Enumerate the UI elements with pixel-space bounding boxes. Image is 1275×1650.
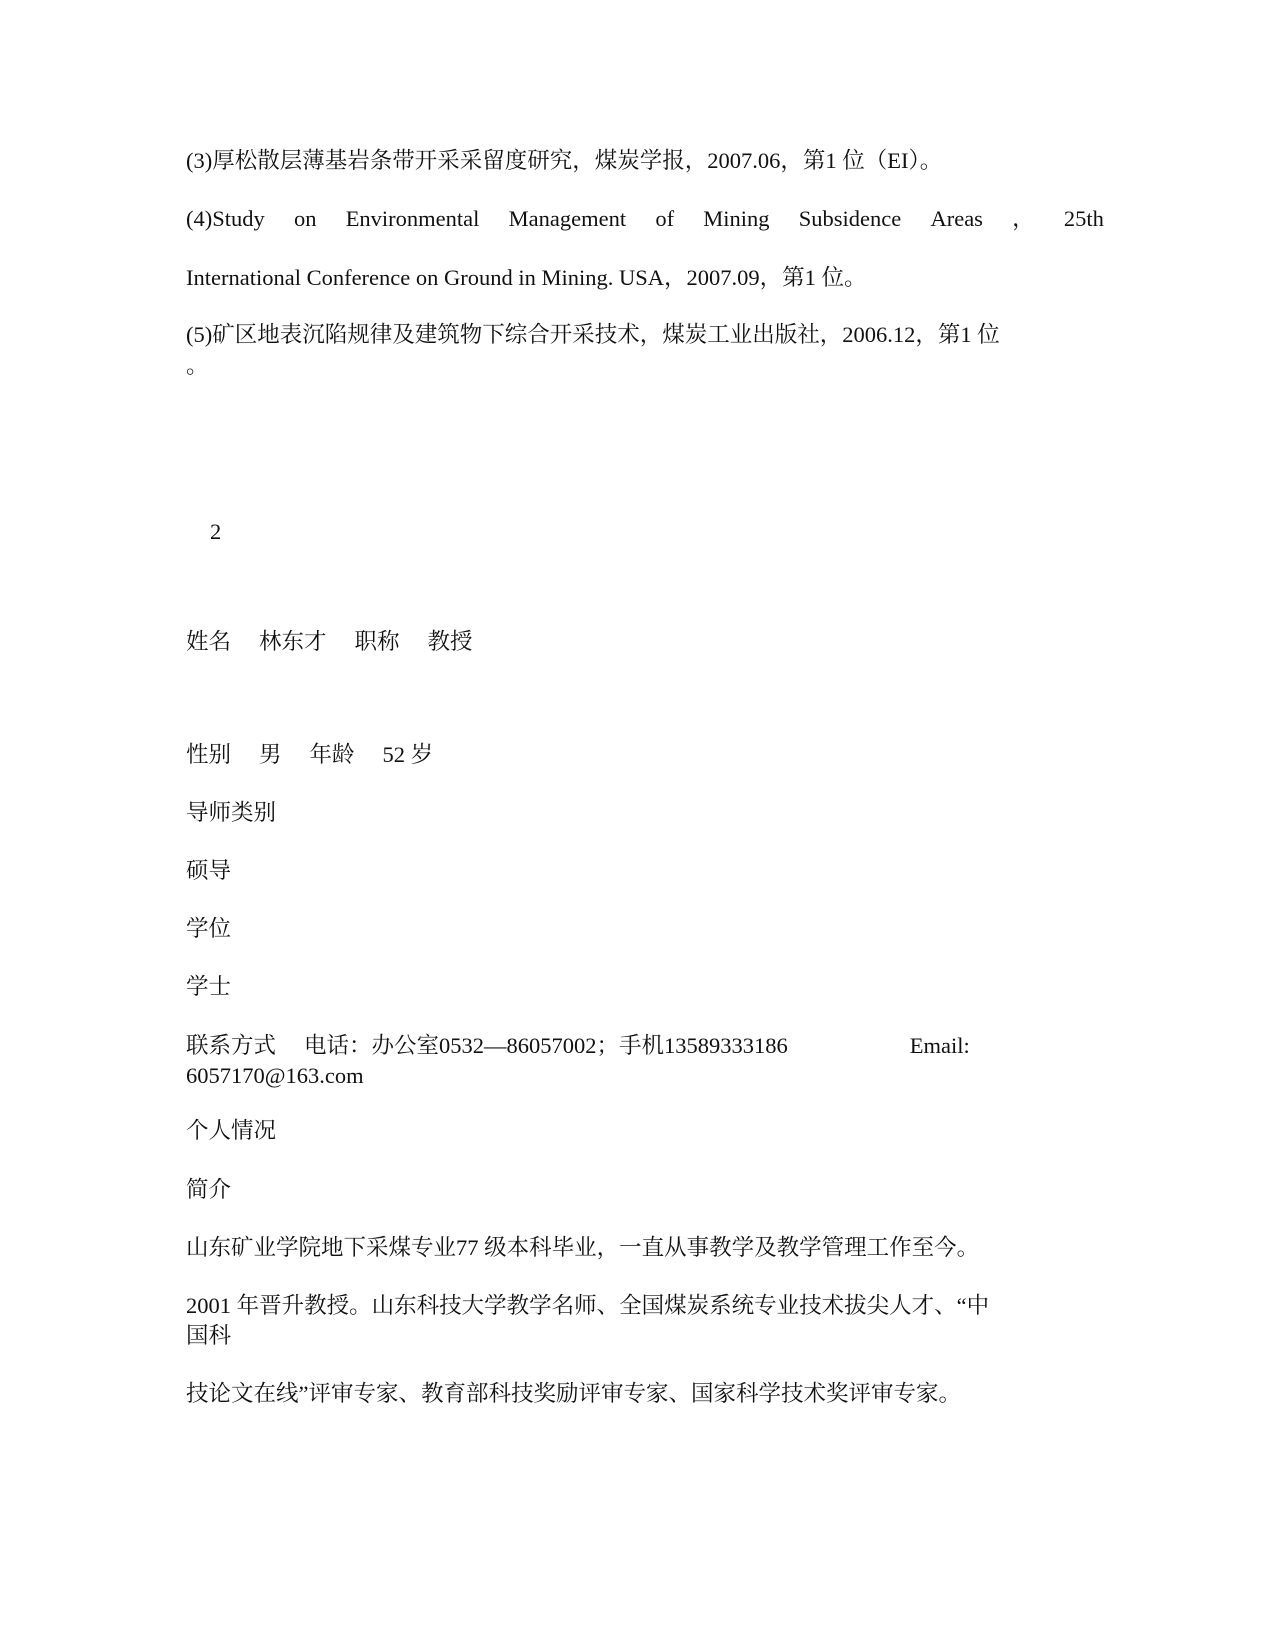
page-number: 2 bbox=[210, 519, 222, 544]
ref4-word: of bbox=[655, 206, 675, 231]
name-title-row bbox=[186, 628, 473, 656]
degree-label: 学位 bbox=[186, 916, 232, 941]
reference-4-line-1 bbox=[186, 205, 1104, 233]
degree-value: 学士 bbox=[186, 974, 232, 999]
ref4-word: Management bbox=[508, 206, 627, 231]
reference-5-end: 。 bbox=[186, 353, 209, 378]
advisor-type-value: 硕导 bbox=[186, 858, 232, 883]
contact-email: 6057170@163.com bbox=[186, 1063, 364, 1088]
intro-label: 简介 bbox=[186, 1177, 232, 1202]
reference-3: (3)厚松散层薄基岩条带开采采留度研究，煤炭学报，2007.06，第1 位（EI）。 bbox=[186, 148, 943, 173]
title-value: 教授 bbox=[427, 629, 473, 654]
personal-label: 个人情况 bbox=[186, 1118, 277, 1143]
name-label: 姓名 bbox=[186, 629, 232, 654]
contact-email-label: Email: bbox=[909, 1033, 970, 1058]
ref4-word: 25th bbox=[1063, 206, 1104, 231]
advisor-type-label: 导师类别 bbox=[186, 800, 277, 825]
contact-phone: 电话：办公室0532—86057002；手机13589333186 bbox=[304, 1033, 788, 1058]
ref4-word: Areas bbox=[930, 206, 983, 231]
ref4-word: Environmental bbox=[345, 206, 480, 231]
title-label: 职称 bbox=[354, 629, 400, 654]
ref4-word: on bbox=[293, 206, 317, 231]
ref4-word: Subsidence bbox=[798, 206, 902, 231]
gender-age-row bbox=[186, 741, 433, 769]
ref4-word: (4)Study bbox=[186, 206, 265, 231]
gender-label: 性别 bbox=[186, 742, 232, 767]
reference-4-line-2: International Conference on Ground in Mining. USA，2007.09，第1 位。 bbox=[186, 265, 867, 290]
bio-line-2: 2001 年晋升教授。山东科技大学教学名师、全国煤炭系统专业技术拔尖人才、“中 bbox=[186, 1293, 990, 1318]
reference-5: (5)矿区地表沉陷规律及建筑物下综合开采技术，煤炭工业出版社，2006.12，第1 位 bbox=[186, 322, 1000, 347]
contact-label: 联系方式 bbox=[186, 1033, 277, 1058]
age-value: 52 岁 bbox=[382, 742, 434, 767]
ref4-word: ， bbox=[1012, 206, 1035, 231]
bio-line-3: 国科 bbox=[186, 1323, 232, 1348]
bio-line-4: 技论文在线”评审专家、教育部科技奖励评审专家、国家科学技术奖评审专家。 bbox=[186, 1381, 961, 1406]
gender-value: 男 bbox=[259, 742, 282, 767]
age-label: 年龄 bbox=[309, 742, 355, 767]
contact-row bbox=[186, 1032, 970, 1060]
ref4-word: Mining bbox=[703, 206, 770, 231]
name-value: 林东才 bbox=[259, 629, 327, 654]
bio-line-1: 山东矿业学院地下采煤专业77 级本科毕业，一直从事教学及教学管理工作至今。 bbox=[186, 1235, 980, 1260]
